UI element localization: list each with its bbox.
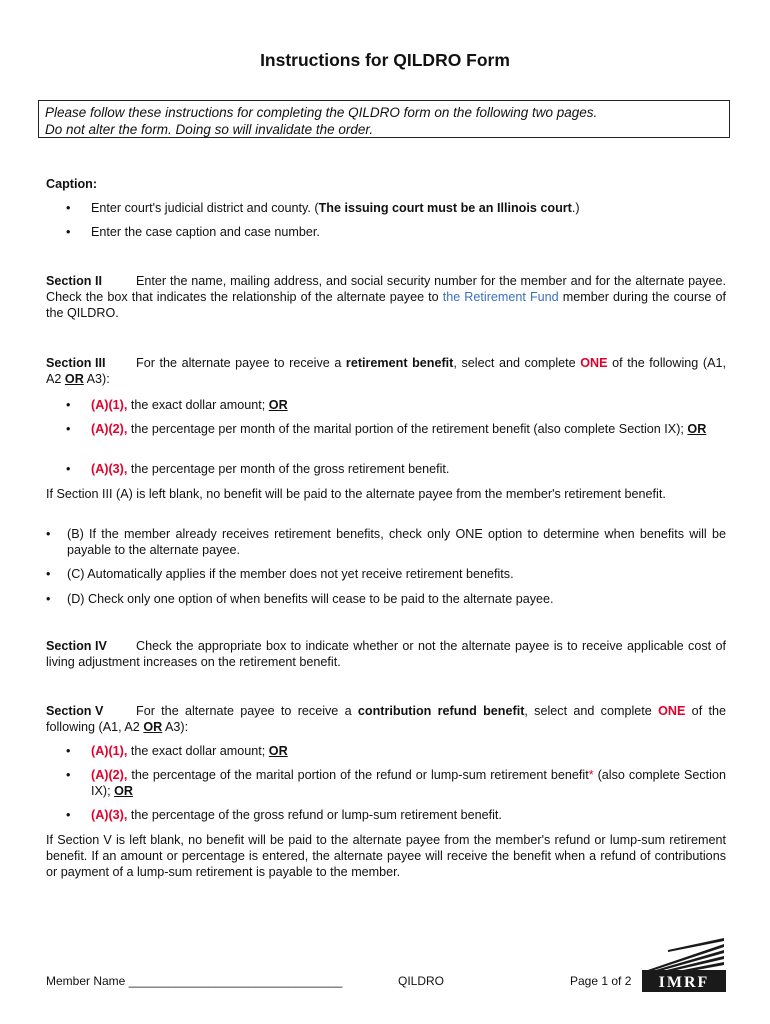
section-5-a2: • (A)(2), the percentage of the marital portion of the refund or lump-sum retirement benefit* (also complete Section IX); OR: [66, 768, 726, 798]
imrf-logo: [638, 936, 728, 992]
notice-line-1: Please follow these instructions for completing the QILDRO form on the following two pages.: [45, 105, 598, 120]
section-2: Section II Enter the name, mailing address, and social security number for the member and for the alternate payee. Check the box that indicates the relationship of the alternate payee to the Retirement Fund member during the course of the QILDRO.: [46, 274, 726, 320]
notice-line-2: Do not alter the form. Doing so will invalidate the order.: [45, 122, 374, 137]
section-5-intro: Section V For the alternate payee to receive a contribution refund benefit, select and complete ONE of the following (A1, A2 OR A3):: [46, 704, 726, 734]
bullet-icon: •: [66, 225, 71, 239]
caption-heading: Caption:: [46, 177, 98, 191]
logo-text: IMRF: [658, 974, 710, 991]
section-5-blank-note: If Section V is left blank, no benefit will be paid to the alternate payee from the member's refund or lump-sum retirement benefit. If an amount or percentage is entered, the alternate payee will receive the benefit when a refund of contributions or payment of a lump-sum retirement is payable to the member.: [46, 833, 726, 879]
section-3-blank-note: If Section III (A) is left blank, no benefit will be paid to the alternate payee from the member's retirement benefit.: [46, 487, 666, 501]
bullet-icon: •: [66, 462, 71, 476]
section-4-label: Section IV: [46, 639, 107, 653]
bullet-icon: •: [66, 398, 71, 412]
bullet-icon: •: [66, 744, 71, 758]
footer-page-number: Page 1 of 2: [570, 974, 632, 988]
bullet-icon: •: [66, 768, 71, 782]
instruction-notice: [38, 100, 730, 138]
section-5-label: Section V: [46, 704, 104, 718]
section-5-a3: • (A)(3), the percentage of the gross refund or lump-sum retirement benefit.: [66, 808, 502, 822]
section-3-d: • (D) Check only one option of when benefits will cease to be paid to the alternate payee.: [46, 592, 554, 606]
bullet-icon: •: [66, 201, 71, 215]
caption-bullet-2: • Enter the case caption and case number.: [66, 225, 320, 239]
retirement-fund-link: the Retirement Fund: [442, 290, 559, 304]
footer-form-name: QILDRO: [398, 974, 445, 988]
section-3-c: • (C) Automatically applies if the member does not yet receive retirement benefits.: [46, 567, 514, 581]
section-3-a3: • (A)(3), the percentage per month of the gross retirement benefit.: [66, 462, 450, 476]
bullet-icon: •: [66, 422, 71, 436]
bullet-icon: •: [46, 592, 51, 606]
section-3-b: • (B) If the member already receives retirement benefits, check only ONE option to determine when benefits will be payable to the alternate payee.: [46, 527, 726, 557]
section-3-label: Section III: [46, 356, 106, 370]
section-3-a2: • (A)(2), the percentage per month of the marital portion of the retirement benefit (also complete Section IX); OR: [66, 422, 707, 436]
caption-bullet-1: • Enter court's judicial district and county. (The issuing court must be an Illinois court.): [66, 201, 580, 215]
section-4: Section IV Check the appropriate box to indicate whether or not the alternate payee is to receive applicable cost of living adjustment increases on the retirement benefit.: [46, 639, 726, 669]
bullet-icon: •: [46, 527, 51, 541]
bullet-icon: •: [46, 567, 51, 581]
member-name-line: Member Name ________________________________: [46, 974, 343, 988]
section-3-intro: Section III For the alternate payee to receive a retirement benefit, select and complete ONE of the following (A1, A2 OR A3):: [46, 356, 726, 386]
bullet-icon: •: [66, 808, 71, 822]
section-5-a1: • (A)(1), the exact dollar amount; OR: [66, 744, 288, 758]
section-3-a1: • (A)(1), the exact dollar amount; OR: [66, 398, 288, 412]
page-title: Instructions for QILDRO Form: [260, 50, 510, 70]
section-2-label: Section II: [46, 274, 102, 288]
